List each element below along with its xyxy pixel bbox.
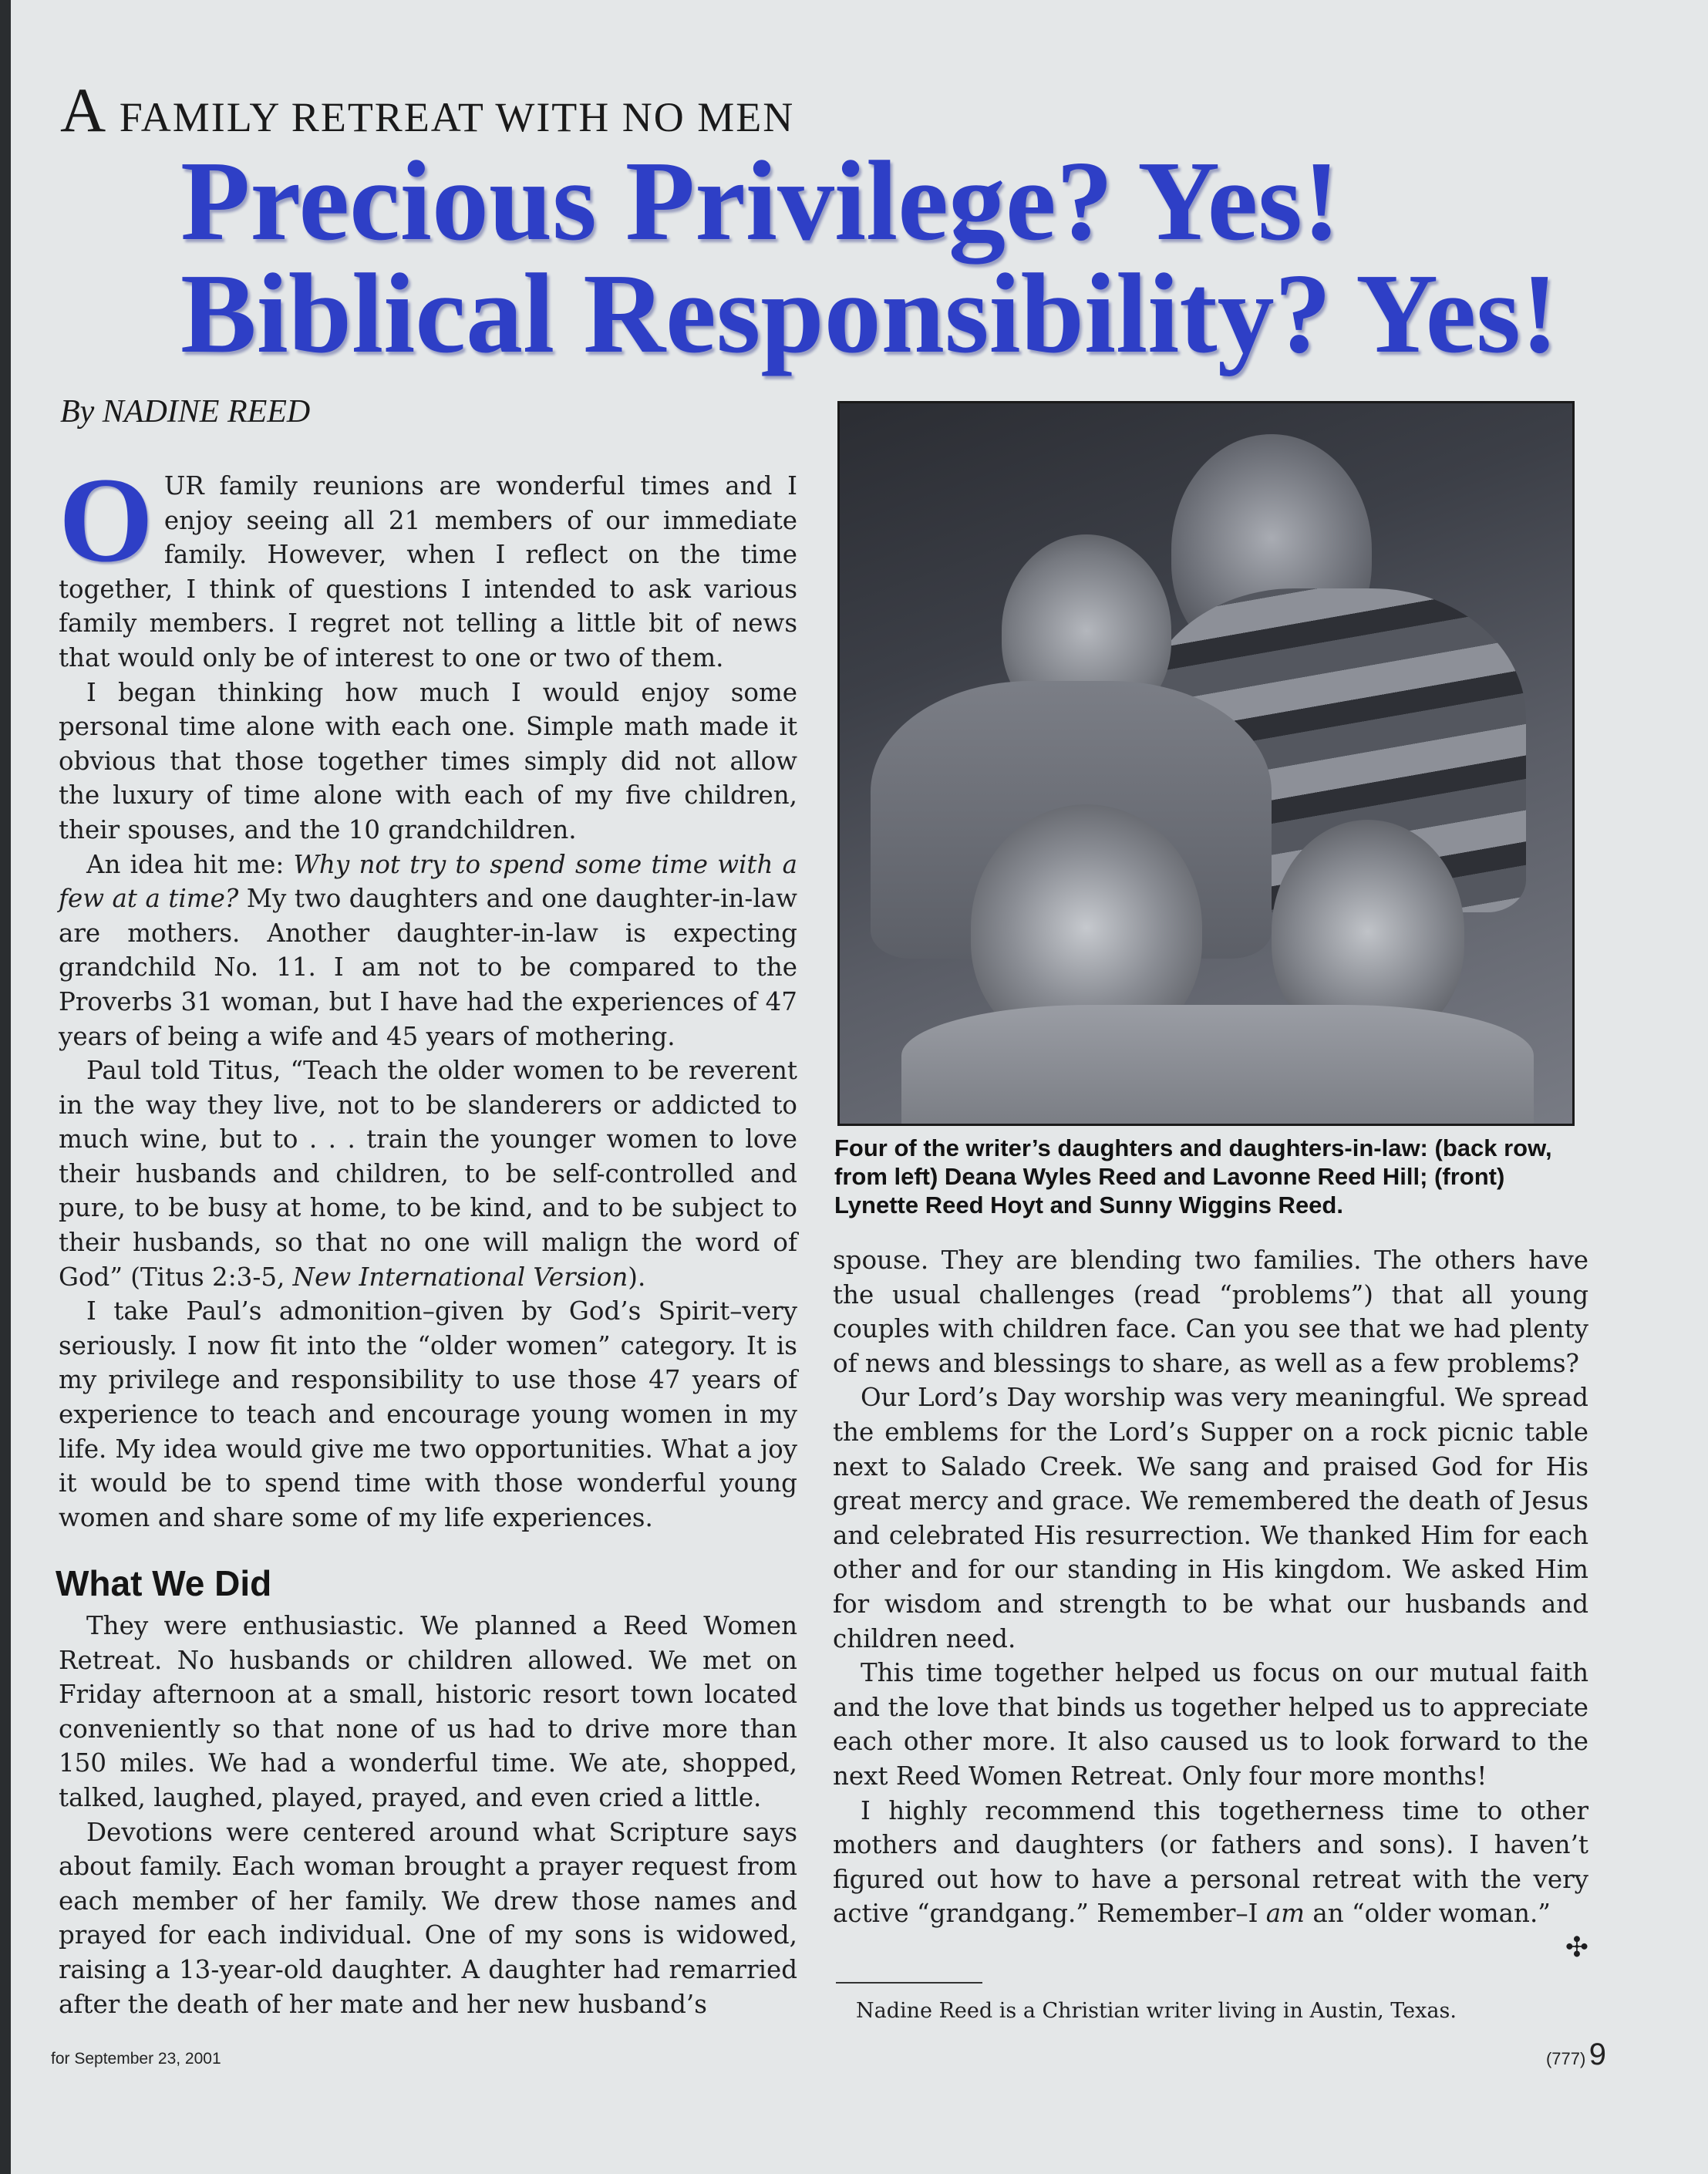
paragraph-11-lead: I highly recommend this togetherness time to other mothers and daughters (or fathers and sons). I haven’t figured out how to have a personal retreat with the very active “grandgang.” Remember–I xyxy=(833,1795,1588,1929)
footer-page xyxy=(1546,2037,1606,2072)
headline xyxy=(180,138,1661,377)
column-1-top xyxy=(59,453,798,1535)
paragraph-11 xyxy=(833,1794,1588,1963)
paragraph-9: Our Lord’s Day worship was very meaningful. We spread the emblems for the Lord’s Supper on a rock picnic table next to Salado Creek. We sang and praised God for His great mercy and grace. We remembered the death of Jesus and celebrated His resurrection. We thanked Him for each other and for our standing in His kingdom. We asked Him for wisdom and strength to be what our husbands and children need. xyxy=(833,1383,1588,1653)
paragraph-10: This time together helped us focus on our mutual faith and the love that binds us together helped us to appreciate each other more. It also caused us to look forward to the next Reed Women Retreat. Only four more months! xyxy=(833,1658,1588,1791)
paragraph-3-lead: An idea hit me: xyxy=(86,849,294,879)
page-number: 9 xyxy=(1588,2037,1606,2071)
paragraph-1 xyxy=(59,453,797,676)
end-mark-icon: ✣ xyxy=(1565,1931,1588,1963)
paragraph-4 xyxy=(59,1053,797,1294)
paragraph-4-rest: ). xyxy=(628,1262,646,1292)
paragraph-3 xyxy=(59,848,797,1054)
family-photo xyxy=(837,401,1575,1126)
column-1-bottom xyxy=(59,1609,797,2021)
issue-code: (777) xyxy=(1545,2049,1586,2068)
byline xyxy=(60,393,310,430)
footer-date: for September 23, 2001 xyxy=(51,2050,221,2068)
headline-line-2: Biblical Responsibility? Yes! xyxy=(180,251,1559,377)
paragraph-5: I take Paul’s admonition–given by God’s Spirit–very seriously. I now fit into the “older women” category. It is my privilege and responsibility to use those 47 years of experience to teach and encourage young women in my life. My idea would give me two opportunities. What a joy it would be to spend time with those wonderful young women and share some of my life experiences. xyxy=(59,1296,797,1532)
kicker-initial: A xyxy=(60,75,108,145)
headline-line-1: Precious Privilege? Yes! xyxy=(180,138,1341,265)
bio-divider xyxy=(836,1982,982,1984)
byline-author: NADINE REED xyxy=(102,394,311,430)
paragraph-11-italic: am xyxy=(1265,1899,1305,1929)
kicker xyxy=(60,74,794,147)
photo-figure-front-bodies xyxy=(901,1005,1534,1126)
column-2 xyxy=(833,1243,1588,1965)
paragraph-4-italic: New International Version xyxy=(292,1262,628,1292)
paragraph-7: Devotions were centered around what Scripture says about family. Each woman brought a prayer request from each member of her family. We drew those names and prayed for each individual. One of my sons is widowed, raising a 13-year-old daughter. A daughter had remarried after the death of her mate and her new husband’s xyxy=(59,1817,797,2019)
paragraph-8: spouse. They are blending two families. The others have the usual challenges (read “problems”) that all young couples with children face. Can you see that we had plenty of news and blessings to share, as well as a few problems? xyxy=(833,1245,1588,1378)
kicker-text: FAMILY RETREAT WITH NO MEN xyxy=(119,94,795,140)
author-bio: Nadine Reed is a Christian writer living in Austin, Texas. xyxy=(856,1999,1457,2023)
photo-caption: Four of the writer’s daughters and daughters-in-law: (back row, from left) Deana Wyles Reed and Lavonne Reed Hill; (front) Lynette Reed Hoyt and Sunny Wiggins Reed. xyxy=(834,1134,1552,1218)
byline-prefix: By xyxy=(60,394,95,430)
paragraph-6: They were enthusiastic. We planned a Reed Women Retreat. No husbands or children allowed. We met on Friday afternoon at a small, historic resort town located conveniently so that none of us had to drive more than 150 miles. We had a wonderful time. We ate, shopped, talked, laughed, played, prayed, and even cried a little. xyxy=(59,1611,797,1812)
magazine-page xyxy=(11,0,1708,2174)
paragraph-1-text: UR family reunions are wonderful times and I enjoy seeing all 21 members of our immediate family. However, when I reflect on the time together, I think of questions I intended to ask various family members. I regret not telling a little bit of news that would only be of interest to one or two of them. xyxy=(59,471,797,672)
paragraph-3-rest: My two daughters and one daughter-in-law are mothers. Another daughter-in-law is expecting grandchild No. 11. I am not to be compared to the Proverbs 31 woman, but I have had the experiences of 47 years of being a wife and 45 years of mothering. xyxy=(59,884,797,1051)
paragraph-4-lead: Paul told Titus, “Teach the older women to be reverent in the way they live, not to be slanderers or addicted to much wine, but to . . . train the younger women to love their husbands and children, to be self-controlled and pure, to be busy at home, to be kind, and to be subject to their husbands, so that no one will malign the word of God” (Titus 2:3-5, xyxy=(59,1056,797,1292)
paragraph-2: I began thinking how much I would enjoy some personal time alone with each one. Simple math made it obvious that those together times simply did not allow the luxury of time alone with each of my five children, their spouses, and the 10 grandchildren. xyxy=(59,677,797,844)
paragraph-11-rest: an “older woman.” xyxy=(1305,1899,1551,1929)
drop-cap: O xyxy=(59,453,153,588)
section-heading: What We Did xyxy=(56,1563,272,1603)
paragraph-3-italic: Why not try to spend some time with a few at a time? xyxy=(59,849,798,914)
